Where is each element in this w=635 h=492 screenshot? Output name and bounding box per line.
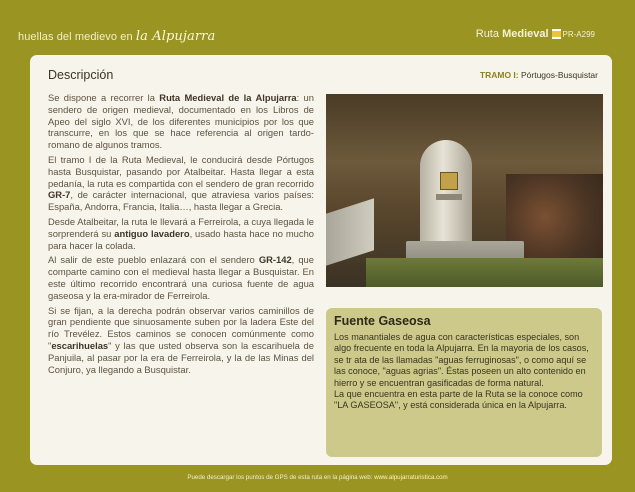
tramo-prefix: TRAMO I: (479, 70, 519, 80)
paragraph: Al salir de este pueblo enlazará con el sendero GR-142, que comparte camino con el medieval hasta llegar a Busquistar. En este último recorrido encontrará una curiosa fuente de agua gaseosa y la era-mirador de Ferreirola. (48, 254, 314, 301)
callout-text (334, 332, 594, 412)
route-code: PR-A299 (562, 30, 595, 39)
route-name: Medieval (502, 28, 549, 40)
description-text (48, 92, 314, 378)
photo-spout (436, 194, 462, 200)
paragraph: Desde Atalbeitar, la ruta le llevará a Ferreirola, a cuya llegada le sorprenderá su antiguo lavadero, usado hasta hace no mucho para hacer la colada. (48, 215, 314, 251)
tramo-label (480, 70, 598, 80)
brand-script: la Alpujarra (135, 29, 216, 44)
section-title: Descripción (48, 68, 114, 82)
brand (18, 29, 215, 44)
callout-title: Fuente Gaseosa (334, 314, 431, 328)
callout-paragraph: Los manantiales de agua con características especiales, son algo frecuente en toda la Alpujarra. En la mayoria de los casos, se tr ata de las llamadas "aguas ferruginosas", o como aquí se las conoce, "aguas agrias". Éstas poseen un alto contenido en hierro y se encuentran gasificadas de forma natural. (334, 332, 589, 388)
footer-text: Puede descargar los puntos de GPS de esta ruta en la página web: (187, 474, 375, 481)
header-bar (0, 0, 635, 46)
brand-text: huellas del medievo en (18, 31, 133, 43)
footer-url[interactable]: www.alpujarraturistica.com (374, 474, 448, 481)
callout-box (326, 308, 602, 457)
content-panel (30, 55, 612, 465)
paragraph: Se dispone a recorrer la Ruta Medieval de la Alpujarra: un sendero de origen medieval, documentado en los Libros de Apeo del siglo XVI, de los diferentes municipios por los que transcurre, en los que se hace referencia al origen tardo-romano de algunos tramos. (48, 92, 314, 151)
route-prefix: Ruta (475, 28, 499, 40)
paragraph: El tramo I de la Ruta Medieval, le conducirá desde Pórtugos hasta Busquistar, pasando por Atalbeitar. Hasta llegar a esta pedanía, la ruta es compartida con el sendero de gran recorrido GR-7, de carácter internacional, que atraviesa varios países: España, Andorra, Francia, Italia…, hasta llegar a Grecia. (48, 153, 314, 213)
callout-paragraph: La que encuentra en esta parte de la Ruta se la conoce como "LA GASEOSA", y está considerada única en la Alpujarra. (334, 389, 583, 411)
photo-tile (440, 172, 458, 190)
footer (0, 474, 635, 481)
photo-wall (326, 198, 374, 266)
photo-grass (366, 258, 603, 287)
fountain-photo (326, 94, 603, 287)
flag-icon (552, 29, 561, 39)
route-label (476, 28, 595, 40)
tramo-value: Pórtugos-Busquistar (520, 70, 598, 80)
paragraph: Si se fijan, a la derecha podrán observar varios caminillos de gran pendiente que sinuosamente suben por la ladera Este del río Trevélez. Estos caminos se conocen comúnmente como "escarihuelas" y las que usted observa son la escarihuela de Panjuila, al pasar por la era de Ferreirola, y la de las Minas del Conjuro, ya llegando a Busquistar. (48, 304, 314, 375)
